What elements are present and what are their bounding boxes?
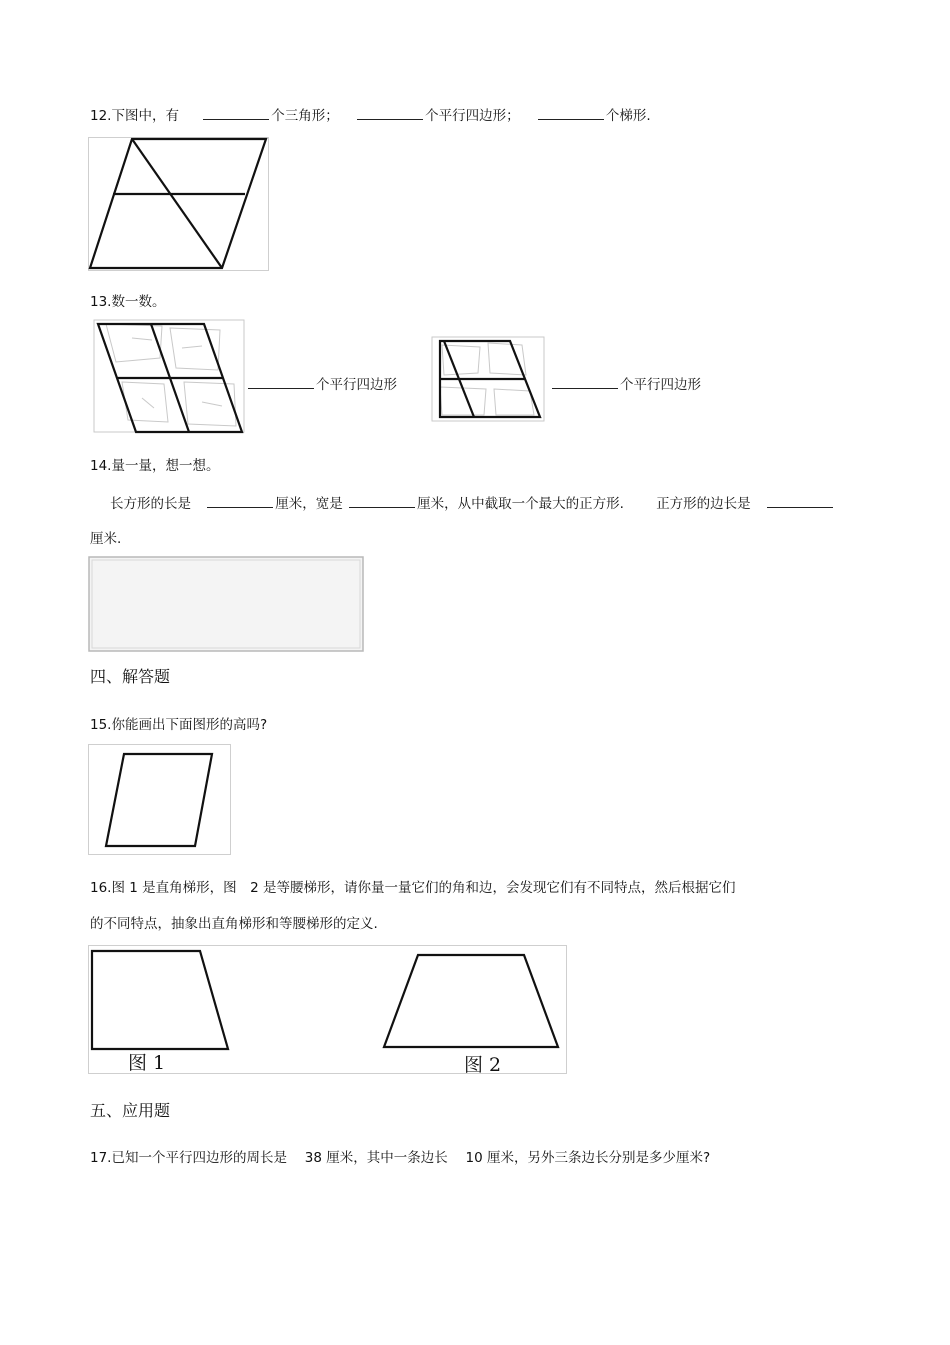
q14-blank-3[interactable] [767,495,833,508]
fig1-label: 图 1 [128,1052,166,1074]
q15-parallelogram-figure [88,744,232,856]
q13-label-a: 个平行四边形 [316,377,397,393]
q12-prefix: 12.下图中，有 [90,108,179,124]
q14-line1 [110,492,835,512]
q12-part1: 个三角形； [271,108,339,124]
section4-title: 四、解答题 [90,667,171,686]
q13-label-b: 个平行四边形 [620,377,701,393]
q14-blank-1[interactable] [207,495,273,508]
q12-text [90,104,651,124]
q12-blank-1[interactable] [203,107,269,120]
q12-figure [88,137,270,272]
right-trapezoid-shape [92,951,228,1049]
q12-blank-2[interactable] [357,107,423,120]
q16-line1: 16.图 1 是直角梯形，图 2 是等腰梯形，请你量一量它们的角和边，会发现它们有不同特点，然后根据它们 [90,880,736,896]
isosceles-trapezoid-shape [384,955,558,1047]
q13-title: 13.数一数。 [90,294,166,310]
q14-text-b: 厘米，宽是 [275,496,343,512]
q13-figure-a [92,318,252,438]
q15-text: 15.你能画出下面图形的高吗? [90,717,268,733]
q17-text: 17.已知一个平行四边形的周长是 38 厘米，其中一条边长 10 厘米，另外三条边长分别是多少厘米? [90,1150,711,1166]
q13-answer-b [550,373,701,393]
q16-trapezoid-figures [88,945,568,1075]
section5-title: 五、应用题 [90,1101,171,1120]
q16-line2: 的不同特点，抽象出直角梯形和等腰梯形的定义. [90,916,378,932]
q12-blank-3[interactable] [538,107,604,120]
q14-text-c: 厘米，从中截取一个最大的正方形. [417,496,624,512]
q14-title: 14.量一量，想一想。 [90,458,220,474]
q14-rectangle-figure [88,556,364,652]
q13-figure-b [430,335,548,425]
q14-text-a: 长方形的长是 [110,496,191,512]
q14-text-d: 正方形的边长是 [656,496,751,512]
fig2-label: 图 2 [464,1054,502,1076]
q13-blank-b[interactable] [552,376,618,389]
q12-part2: 个平行四边形； [425,108,520,124]
q13-answer-a [246,373,397,393]
q12-part3: 个梯形. [605,108,651,124]
q13-blank-a[interactable] [248,376,314,389]
q14-blank-2[interactable] [349,495,415,508]
q14-line2: 厘米. [90,531,122,547]
